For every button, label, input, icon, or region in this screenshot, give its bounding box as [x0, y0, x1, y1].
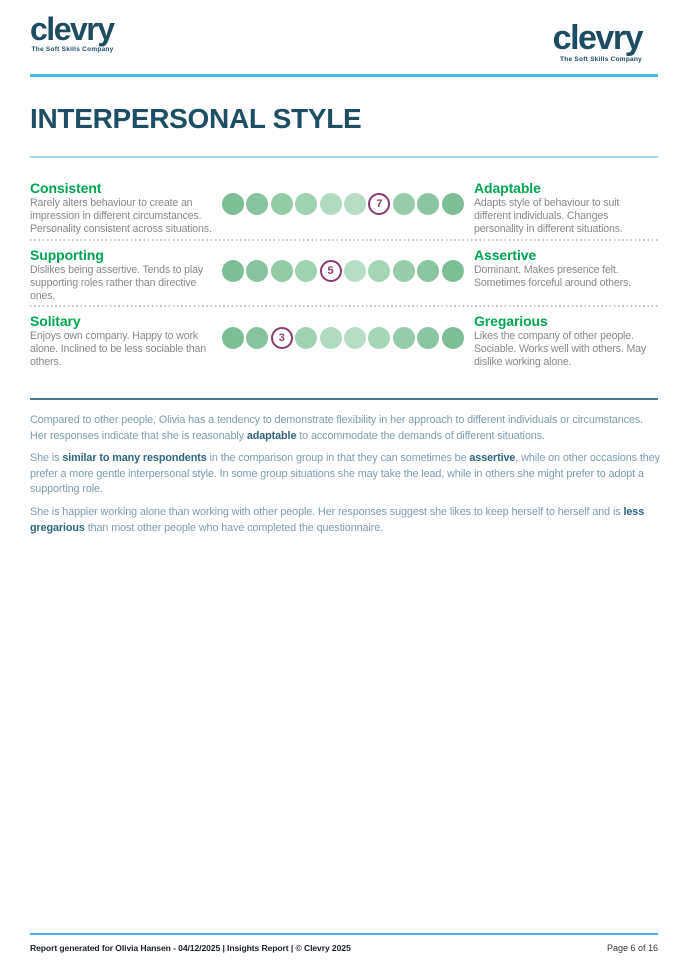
- header-rule: [30, 74, 658, 77]
- scale-dot: [344, 327, 366, 349]
- scale-dot: [393, 327, 415, 349]
- scale-label-supporting: Supporting: [30, 246, 104, 263]
- scale-dot: [246, 260, 268, 282]
- scale-desc-solitary: Enjoys own company. Happy to work alone. Inclined to be less sociable than others.: [30, 330, 206, 369]
- scale-left-supporting: [30, 248, 212, 303]
- scale-dot: [417, 193, 439, 215]
- scale-desc-adaptable: Adapts style of behaviour to suit different individuals. Changes personality in different situations.: [474, 197, 623, 235]
- scale-dot: [344, 193, 366, 215]
- scale-right-adaptable: [474, 181, 658, 236]
- scale-row-solitary-gregarious: [30, 314, 658, 369]
- scale-left-consistent: [30, 181, 212, 236]
- scale-dot: [368, 260, 390, 282]
- scale-desc-consistent: Rarely alters behaviour to create an impression in different circumstances. Personality consistent across situations.: [30, 197, 212, 235]
- clevry-tagline: The Soft Skills Company: [31, 46, 114, 54]
- scale-dots-supporting-assertive: [222, 260, 464, 282]
- scale-dot: [442, 327, 464, 349]
- narrative-text: She is: [30, 452, 63, 465]
- scale-dot: [271, 260, 293, 282]
- narrative-bold-text: less gregarious: [30, 505, 645, 534]
- scale-dot: [393, 260, 415, 282]
- scale-score-marker: 7: [368, 193, 390, 215]
- scale-dot: [320, 193, 342, 215]
- scale-dots-consistent-adaptable: [222, 193, 464, 215]
- scale-row-supporting-assertive: [30, 248, 658, 303]
- scale-dot: [222, 260, 244, 282]
- narrative-text: She is happier working alone than working with other people. Her responses suggest she likes to keep herself to herself and is: [30, 505, 624, 518]
- page-title: INTERPERSONAL STYLE: [30, 103, 362, 134]
- narrative-paragraph: [30, 505, 660, 536]
- scale-label-assertive: Assertive: [474, 246, 537, 263]
- scale-score-marker: 5: [320, 260, 342, 282]
- scale-dot: [271, 193, 293, 215]
- narrative-bold-text: assertive: [469, 452, 516, 465]
- clevry-logo-right: [552, 19, 642, 64]
- scale-label-solitary: Solitary: [30, 313, 81, 330]
- scale-dot: [222, 327, 244, 349]
- clevry-logo: [30, 11, 114, 54]
- scale-left-solitary: [30, 314, 212, 369]
- narrative-text: than most other people who have completed the questionnaire.: [84, 521, 384, 534]
- narrative-text: to accommodate the demands of different situations.: [296, 429, 545, 442]
- dotted-separator: [30, 239, 658, 241]
- dotted-separator: [30, 305, 658, 307]
- scale-dot: [442, 193, 464, 215]
- scale-dot: [320, 327, 342, 349]
- scale-desc-gregarious: Likes the company of other people. Sociable. Works well with others. May dislike working alone.: [474, 330, 647, 369]
- scale-dot: [417, 260, 439, 282]
- scale-label-consistent: Consistent: [30, 180, 102, 196]
- scale-label-gregarious: Gregarious: [474, 313, 548, 330]
- scale-dot: [393, 193, 415, 215]
- title-rule: [30, 156, 658, 158]
- scale-dots-solitary-gregarious: [222, 327, 464, 349]
- scale-dot: [295, 327, 317, 349]
- narrative-paragraph: [30, 451, 660, 498]
- narrative-section: [30, 413, 660, 543]
- scale-dot: [295, 193, 317, 215]
- footer-report-info: Report generated for Olivia Hansen - 04/12/2025 | Insights Report | © Clevry 2025: [30, 943, 351, 953]
- clevry-tagline: The Soft Skills Company: [560, 56, 642, 64]
- scale-desc-supporting: Dislikes being assertive. Tends to play supporting roles rather than directive ones.: [30, 263, 203, 302]
- narrative-bold-text: similar to many respondents: [62, 452, 207, 465]
- footer-page-number: Page 6 of 16: [606, 943, 658, 953]
- narrative-paragraph: [30, 413, 660, 444]
- narrative-text: Compared to other people, Olivia has a tendency to demonstrate flexibility in her approach to different individuals or circumstances. Her responses indicate that she is reasonably: [30, 414, 644, 442]
- scale-dot: [368, 327, 390, 349]
- scale-dot: [295, 260, 317, 282]
- narrative-bold-text: adaptable: [246, 429, 297, 442]
- scale-dot: [344, 260, 366, 282]
- scale-desc-assertive: Dominant. Makes presence felt. Sometimes forceful around others.: [474, 263, 631, 289]
- scale-row-consistent-adaptable: [30, 181, 658, 236]
- footer-rule: [30, 933, 658, 935]
- scale-label-adaptable: Adaptable: [474, 180, 541, 196]
- scale-dot: [246, 327, 268, 349]
- scale-right-assertive: [474, 248, 658, 290]
- narrative-text: , while on other occasions they prefer a more gentle interpersonal style. In some group situations she may take the lead, while in others she might prefer to adopt a supporting role.: [30, 452, 660, 496]
- scale-right-gregarious: [474, 314, 658, 369]
- scale-dot: [222, 193, 244, 215]
- scales-section: [30, 181, 658, 369]
- scale-dot: [246, 193, 268, 215]
- clevry-wordmark: clevry: [30, 11, 114, 47]
- scale-dot: [417, 327, 439, 349]
- clevry-wordmark: clevry: [552, 19, 642, 57]
- scale-dot: [442, 260, 464, 282]
- scale-score-marker: 3: [271, 327, 293, 349]
- narrative-text: in the comparison group in that they can sometimes be: [206, 452, 470, 465]
- narrative-divider: [30, 398, 658, 400]
